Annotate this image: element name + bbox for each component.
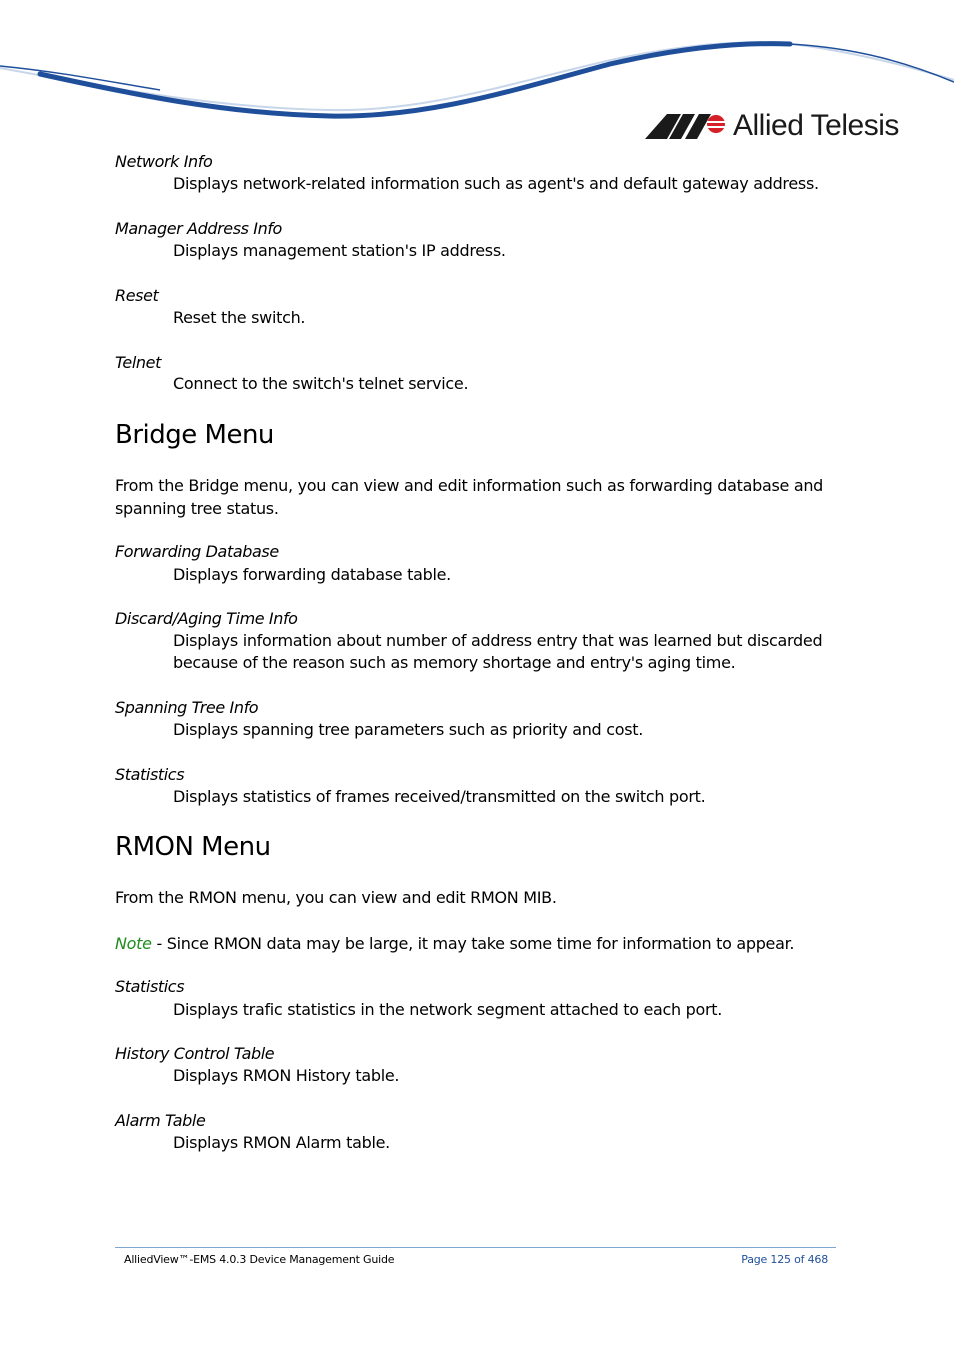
- allied-telesis-logo: [645, 108, 905, 144]
- term-alarm-table: Alarm Table: [115, 1111, 206, 1130]
- note-label: Note: [115, 934, 152, 953]
- term-discard-aging-time-info: Discard/Aging Time Info: [115, 609, 298, 628]
- note-text: - Since RMON data may be large, it may take some time for information to appear.: [151, 934, 795, 953]
- term-spanning-tree-info: Spanning Tree Info: [115, 698, 259, 717]
- desc-bridge-statistics: Displays statistics of frames received/transmitted on the switch port.: [173, 787, 706, 806]
- term-forwarding-database: Forwarding Database: [115, 542, 279, 561]
- rmon-note: [115, 932, 840, 955]
- bridge-intro: From the Bridge menu, you can view and edit information such as forwarding database and spanning tree status.: [115, 476, 824, 518]
- term-rmon-statistics: Statistics: [115, 977, 185, 996]
- desc-network-info: Displays network-related information such as agent's and default gateway address.: [173, 174, 819, 193]
- footer-page-number: Page 125 of 468: [741, 1253, 828, 1266]
- term-reset: Reset: [115, 286, 159, 305]
- desc-discard-aging-time-info: Displays information about number of address entry that was learned but discarded because of the reason such as memory shortage and entry's aging time.: [173, 631, 823, 672]
- desc-reset: Reset the switch.: [173, 308, 306, 327]
- desc-telnet: Connect to the switch's telnet service.: [173, 374, 469, 393]
- heading-rmon-menu: RMON Menu: [115, 832, 271, 862]
- logo-wordmark: Allied Telesis: [733, 109, 899, 142]
- desc-alarm-table: Displays RMON Alarm table.: [173, 1133, 390, 1152]
- term-bridge-statistics: Statistics: [115, 765, 185, 784]
- logo-mark-icon: [645, 108, 729, 144]
- footer-doc-title: AlliedView™-EMS 4.0.3 Device Management Guide: [124, 1253, 395, 1266]
- rmon-intro: From the RMON menu, you can view and edit RMON MIB.: [115, 888, 557, 907]
- term-manager-address-info: Manager Address Info: [115, 219, 282, 238]
- desc-history-control-table: Displays RMON History table.: [173, 1066, 400, 1085]
- footer-divider: [115, 1247, 836, 1248]
- term-network-info: Network Info: [115, 152, 213, 171]
- desc-manager-address-info: Displays management station's IP address.: [173, 241, 506, 260]
- term-history-control-table: History Control Table: [115, 1044, 275, 1063]
- heading-bridge-menu: Bridge Menu: [115, 420, 274, 450]
- term-telnet: Telnet: [115, 353, 161, 372]
- desc-forwarding-database: Displays forwarding database table.: [173, 565, 451, 584]
- desc-spanning-tree-info: Displays spanning tree parameters such as priority and cost.: [173, 720, 643, 739]
- desc-rmon-statistics: Displays trafic statistics in the network segment attached to each port.: [173, 1000, 723, 1019]
